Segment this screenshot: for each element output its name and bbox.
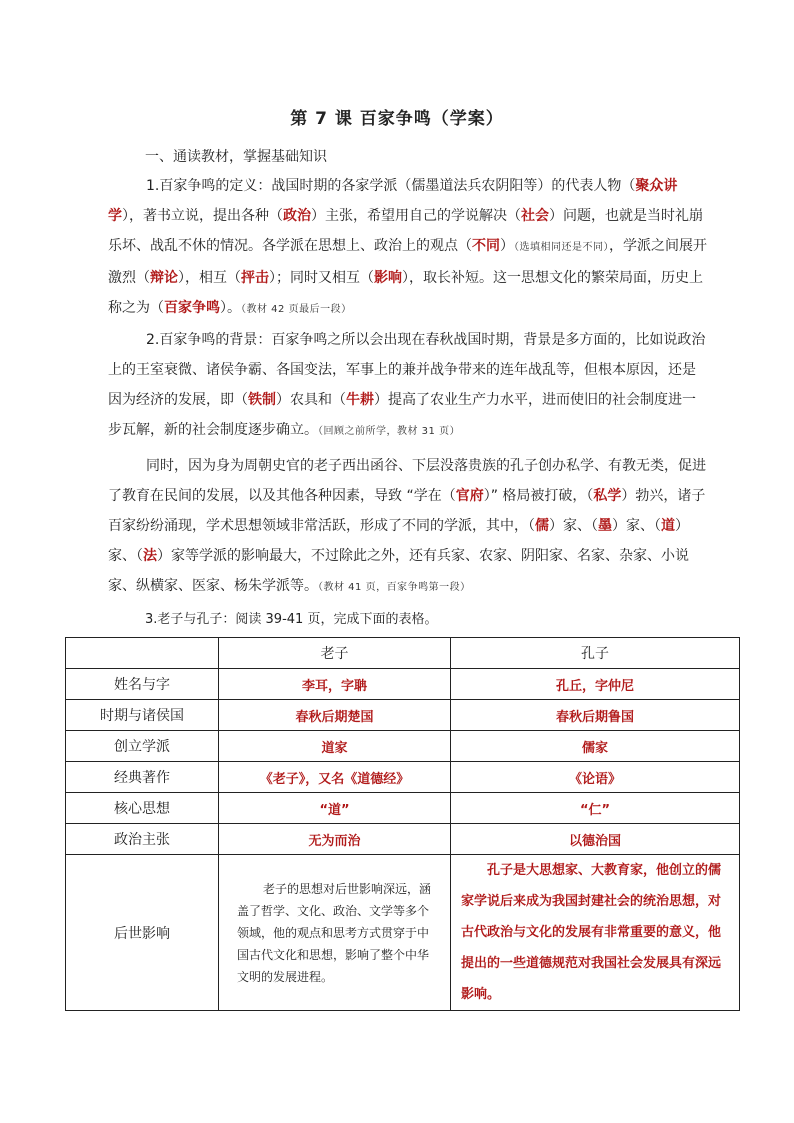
text-run: ）。 <box>220 300 241 316</box>
impact-row <box>66 855 740 1011</box>
answer-blank: 铁制 <box>248 392 276 408</box>
text-run: ，学派之间展开激烈（ <box>108 238 707 286</box>
laozi-impact-cell <box>219 855 451 1011</box>
answer-blank: 牛耕 <box>346 392 374 408</box>
table-row <box>66 669 740 700</box>
row-label: 创立学派 <box>66 731 219 762</box>
laozi-cell: 《老子》，又名《道德经》 <box>219 762 451 793</box>
table-row <box>66 762 740 793</box>
source-note: （选填相同还是不同） <box>514 242 609 253</box>
laozi-cell: 春秋后期楚国 <box>219 700 451 731</box>
text-run: ）家、（ <box>549 518 598 534</box>
laozi-cell: 无为而治 <box>219 824 451 855</box>
text-run: ）；同时又相互（ <box>269 270 374 286</box>
kongzi-impact-text: 孔子是大思想家、大教育家，他创立的儒家学说后来成为我国封建社会的统治思想，对古代政治与文化的发展有非常重要的意义，他提出的一些道德规范对我国社会发展具有深远影响。 <box>461 863 722 1002</box>
text-run: ），著书立说，提出各种（ <box>122 208 283 224</box>
text-run: 1.百家争鸣的定义：战国时期的各家学派（儒墨道法兵农阴阳等）的代表人物（ <box>146 178 636 194</box>
text-run: ）问题，也就是当时礼崩乐坏、战乱不休的情况。各学派在思想上、政治上的观点（ <box>108 208 703 254</box>
source-note: （教材 42 页最后一段） <box>241 304 352 315</box>
kongzi-cell: 《论语》 <box>451 762 740 793</box>
answer-blank: 儒 <box>535 518 549 534</box>
table-header-row <box>66 638 740 669</box>
answer-blank: 社会 <box>521 208 549 224</box>
row-label: 经典著作 <box>66 762 219 793</box>
answer-blank: 不同 <box>472 238 500 254</box>
header-cell <box>66 638 219 669</box>
definition-paragraph <box>108 171 708 325</box>
kongzi-cell: 以德治国 <box>451 824 740 855</box>
comparison-table <box>65 637 740 1011</box>
table-instruction: 3.老子与孔子：阅读 39-41 页，完成下面的表格。 <box>145 612 438 627</box>
text-run: ）家、（ <box>612 518 661 534</box>
row-label: 核心思想 <box>66 793 219 824</box>
table-row <box>66 700 740 731</box>
text-run: 2.百家争鸣的背景：百家争鸣之所以会出现在春秋战国时期，背景是多方面的，比如说政治上的王室衰微、诸侯争霸、各国变法，军事上的兼并战争带来的连年战乱等，但根本原因，还是因为经济的发展，即（ <box>108 332 706 408</box>
text-run: ）农具和（ <box>276 392 346 408</box>
text-run: ），取长补短。这一思想文化的繁荣局面，历史上称之为（ <box>108 270 703 316</box>
text-run: ）家等学派的影响最大，不过除此之外，还有兵家、农家、阴阳家、名家、杂家、小说家、纵横家、医家、杨朱学派等。 <box>108 548 689 594</box>
table-row <box>66 793 740 824</box>
kongzi-cell: 孔丘，字仲尼 <box>451 669 740 700</box>
laozi-cell: “道” <box>219 793 451 824</box>
background-paragraph <box>108 325 708 447</box>
section-heading: 一、通读教材，掌握基础知识 <box>145 149 327 165</box>
kongzi-cell: “仁” <box>451 793 740 824</box>
text-run: ）家、（ <box>108 518 689 564</box>
answer-blank: 私学 <box>593 488 622 504</box>
row-label: 政治主张 <box>66 824 219 855</box>
row-label: 时期与诸侯国 <box>66 700 219 731</box>
answer-blank: 辩论 <box>150 270 178 286</box>
kongzi-impact-cell <box>451 855 740 1011</box>
text-run: ）提高了农业生产力水平，进而使旧的社会制度进一步瓦解，新的社会制度逐步确立。 <box>108 392 696 438</box>
laozi-cell: 李耳，字聃 <box>219 669 451 700</box>
answer-blank: 百家争鸣 <box>164 300 220 316</box>
row-label: 后世影响 <box>66 855 219 1011</box>
laozi-impact-text: 老子的思想对后世影响深远，涵盖了哲学、文化、政治、文学等多个领域，他的观点和思考方式贯穿于中国古代文化和思想，影响了整个中华文明的发展进程。 <box>237 881 432 984</box>
kongzi-cell: 春秋后期鲁国 <box>451 700 740 731</box>
answer-blank: 政治 <box>283 208 311 224</box>
text-run: 同时，因为身为周朝史官的老子西出函谷、下层没落贵族的孔子创办私学、有教无类，促进了教育在民间的发展，以及其他各种因素，导致 “学在（ <box>108 458 706 504</box>
laozi-cell: 道家 <box>219 731 451 762</box>
page-title: 第 7 课 百家争鸣（学案） <box>290 109 504 129</box>
text-run: ）主张，希望用自己的学说解决（ <box>311 208 521 224</box>
source-note: （回顾之前所学，教材 31 页） <box>318 426 461 437</box>
text-run: ） <box>500 238 514 254</box>
header-cell-laozi: 老子 <box>219 638 451 669</box>
answer-blank: 聚众讲学 <box>108 178 678 224</box>
table-row <box>66 731 740 762</box>
answer-blank: 抨击 <box>241 270 269 286</box>
kongzi-cell: 儒家 <box>451 731 740 762</box>
header-cell-kongzi: 孔子 <box>451 638 740 669</box>
answer-blank: 法 <box>143 548 157 564</box>
source-note: （教材 41 页，百家争鸣第一段） <box>318 582 471 593</box>
text-run: ）” 格局被打破，（ <box>483 488 594 504</box>
text-run: ），相互（ <box>178 270 241 286</box>
answer-blank: 墨 <box>598 518 612 534</box>
answer-blank: 官府 <box>455 488 484 504</box>
answer-blank: 道 <box>661 518 675 534</box>
table-row <box>66 824 740 855</box>
row-label: 姓名与字 <box>66 669 219 700</box>
text-run: ）勃兴，诸子百家纷纷涌现，学术思想领域非常活跃，形成了不同的学派，其中，（ <box>108 488 706 534</box>
schools-paragraph <box>108 451 708 603</box>
answer-blank: 影响 <box>374 270 402 286</box>
